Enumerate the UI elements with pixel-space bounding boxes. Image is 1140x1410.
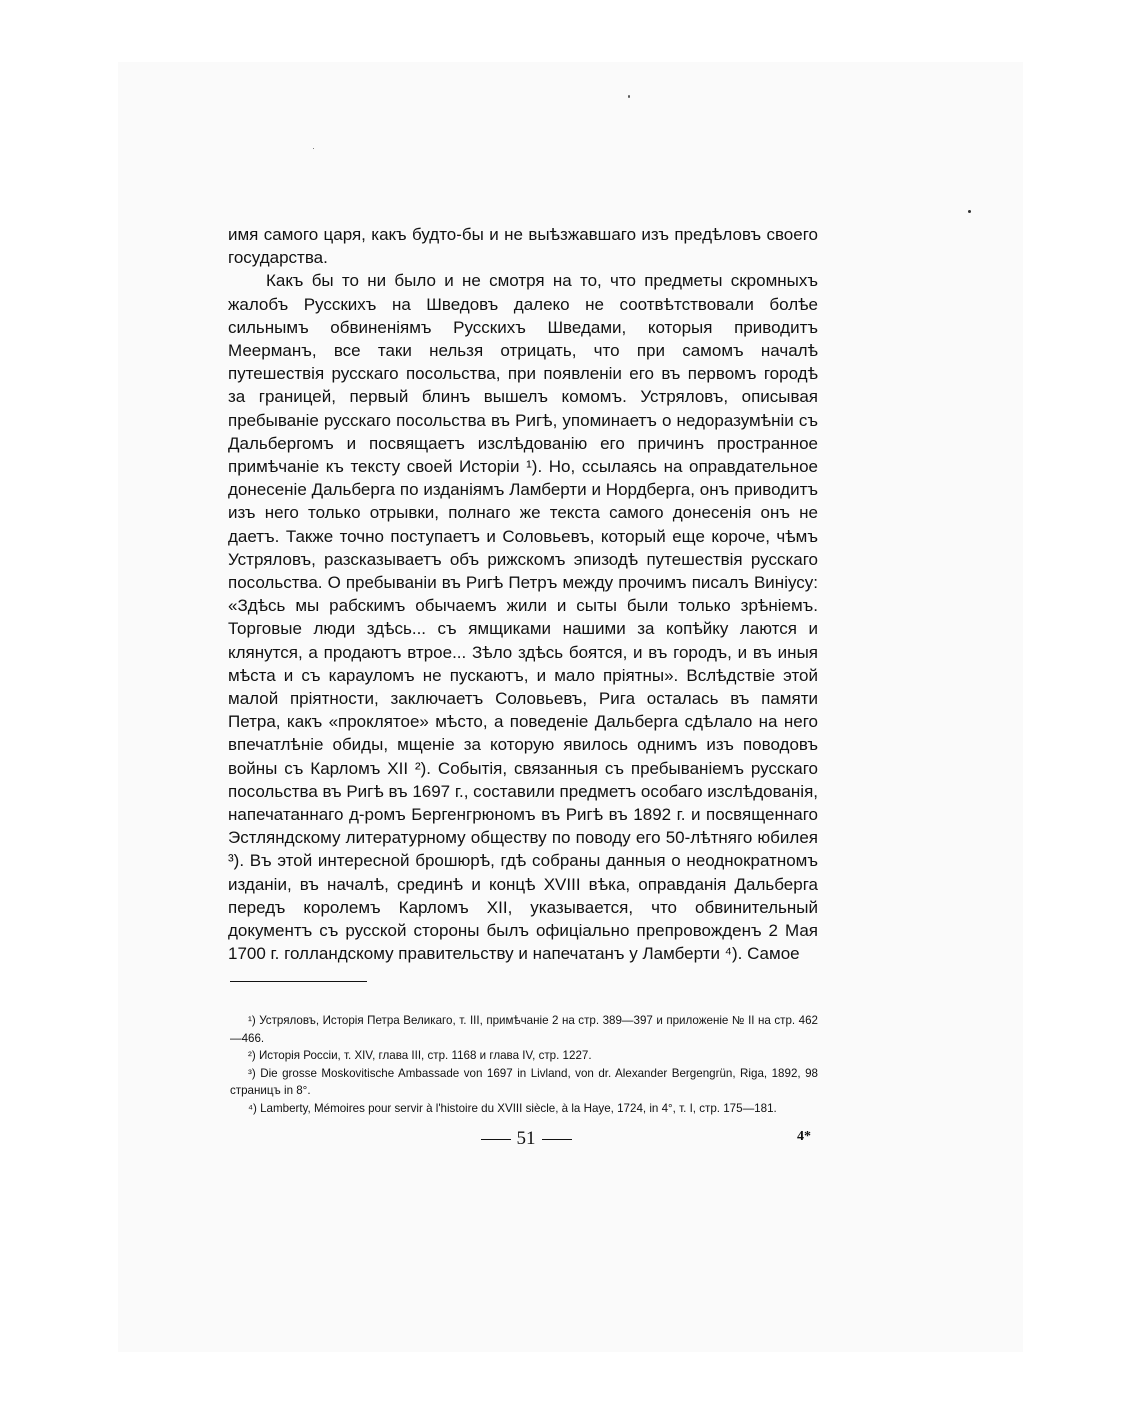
page-number	[470, 1127, 582, 1151]
page-number-dash-left	[481, 1139, 511, 1140]
footnote-2: ²) Исторія Россіи, т. XIV, глава III, стр. 1168 и глава IV, стр. 1227.	[248, 1049, 592, 1062]
footnote-1: ¹) Устряловъ, Исторія Петра Великаго, т. III, примѣчаніе 2 на стр. 389—397 и приложеніе № II на стр. 462—466.	[230, 1014, 818, 1045]
paragraph-main: Какъ бы то ни было и не смотря на то, что предметы скромныхъ жалобъ Русскихъ на Шведовъ далеко не соотвѣтствовали болѣе сильнымъ обвиненіямъ Русскихъ Шведами, которыя приводитъ Меерманъ, все таки нельзя отрицать, что при самомъ началѣ путешествія русскаго посольства, при появленіи его въ первомъ городѣ за границей, первый блинъ вышелъ комомъ. Устряловъ, описывая пребываніе русскаго посольства въ Ригѣ, упоминаетъ о недоразумѣніи съ Дальбергомъ и посвящаетъ изслѣдованію его причинъ пространное примѣчаніе къ тексту своей Исторіи ¹). Но, ссылаясь на оправдательное донесеніе Дальберга по изданіямъ Ламберти и Нордберга, онъ приводитъ изъ него только отрывки, полнаго же текста самого донесенія онъ не даетъ. Также точно поступаетъ и Соловьевъ, который еще короче, чѣмъ Устряловъ, разсказываетъ объ рижскомъ эпизодѣ путешествія русскаго посольства. О пребываніи въ Ригѣ Петръ между прочимъ писалъ Виніусу: «Здѣсь мы рабскимъ обычаемъ жили и сыты были только зрѣніемъ. Торговые люди здѣсь... съ ямщиками нашими за копѣйку лаются и клянутся, а продаютъ втрое... Зѣло здѣсь боятся, и въ городъ, и въ иныя мѣста и съ карауломъ не пускаютъ, и мало пріятны». Вслѣдствіе этой малой пріятности, заключаетъ Соловьевъ, Рига осталась въ памяти Петра, какъ «проклятое» мѣсто, а поведеніе Дальберга сдѣлало на него впечатлѣніе обиды, мщеніе за которую явилось однимъ изъ поводовъ войны съ Карломъ XII ²). Событія, связанныя съ пребываніемъ русскаго посольства въ Ригѣ въ 1697 г., составили предметъ особаго изслѣдованія, напечатаннаго д-ромъ Бергенгрюномъ въ Ригѣ въ 1892 г. и посвященнаго Эстляндскому литературному обществу по поводу его 50-лѣтняго юбилея ³). Въ этой интересной брошюрѣ, гдѣ собраны данныя о неоднократномъ изданіи, въ началѣ, срединѣ и концѣ XVIII вѣка, оправданія Дальберга передъ королемъ Карломъ XII, указывается, что обвинительный документъ съ русской стороны былъ офиціально препровожденъ 2 Мая 1700 г. голландскому правительству и напечатанъ у Ламберти ⁴). Самое	[228, 271, 818, 964]
footnote-separator	[230, 981, 367, 982]
scan-speck	[313, 148, 314, 149]
scan-speck	[968, 210, 971, 213]
scan-speck	[628, 95, 630, 98]
page-number-dash-right	[542, 1139, 572, 1140]
page-number-value: 51	[516, 1128, 536, 1149]
footnotes	[230, 1012, 818, 1117]
paragraph-continuation: имя самого царя, какъ будто-бы и не выѣзжавшаго изъ предѣловъ своего государства.	[228, 225, 818, 268]
body-text	[228, 223, 818, 966]
signature-mark: 4*	[797, 1129, 811, 1144]
footnote-3: ³) Die grosse Moskovitische Ambassade von 1697 in Livland, von dr. Alexander Bergengrün, Riga, 1892, 98 страницъ in 8°.	[230, 1066, 818, 1097]
footnote-4: ⁴) Lamberty, Mémoires pour servir à l'histoire du XVIII siècle, à la Haye, 1724, in 4°, т. I, стр. 175—181.	[248, 1101, 777, 1115]
